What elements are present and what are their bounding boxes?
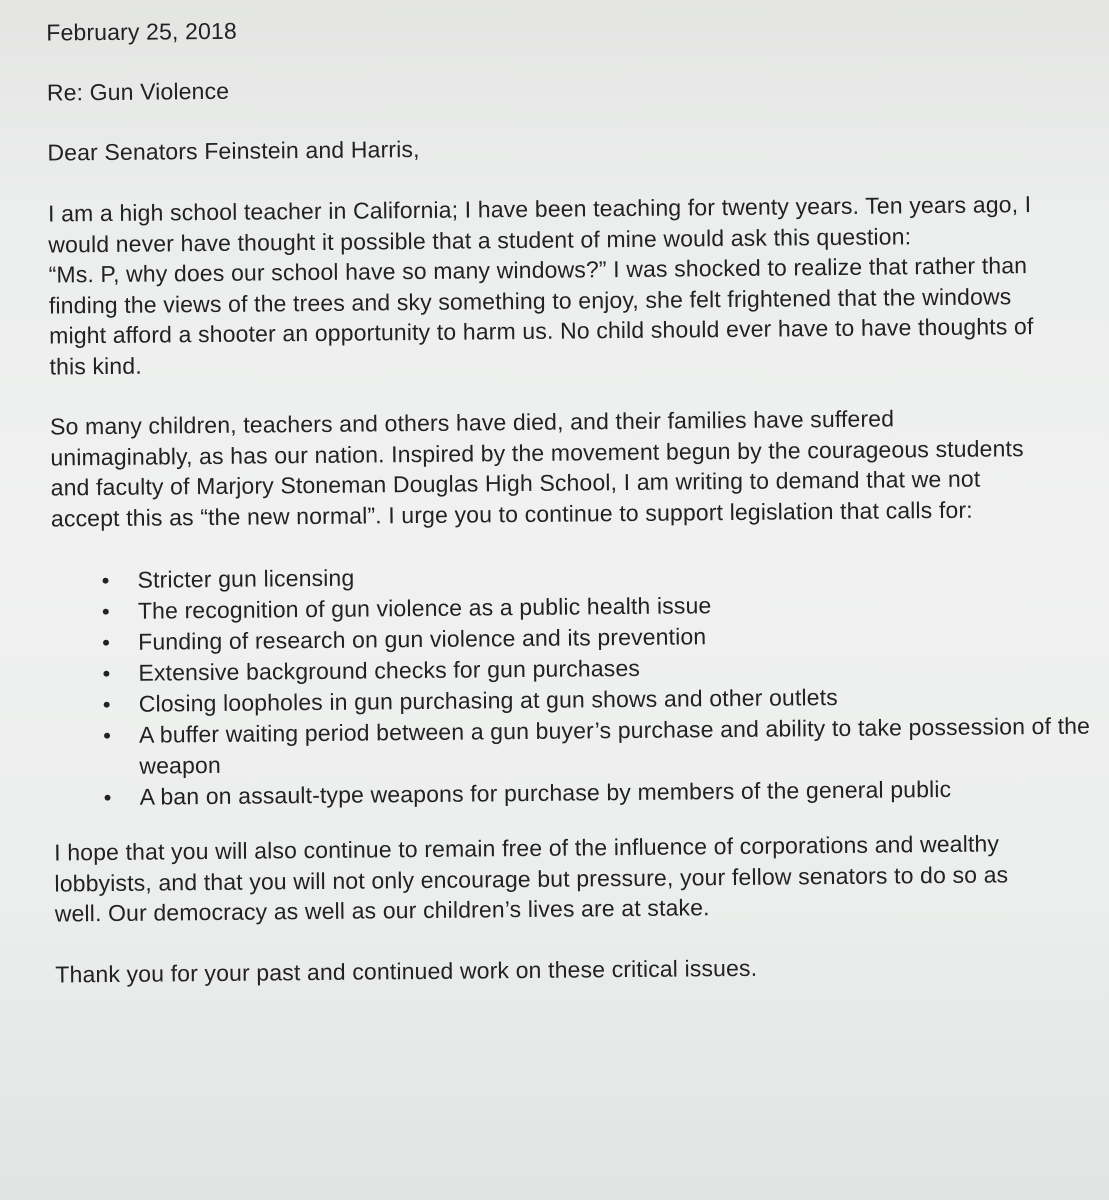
bullet-icon: • [102, 691, 111, 718]
list-item-text: A buffer waiting period between a gun buyer’s purchase and ability to take possession of the weapon [138, 712, 1091, 779]
list-item-text: The recognition of gun violence as a public health issue [137, 592, 712, 624]
list-item-text: Funding of research on gun violence and its prevention [138, 623, 707, 655]
bullet-icon: • [103, 784, 112, 811]
paragraph-influence [54, 828, 1095, 929]
list-item-text: Closing loopholes in gun purchasing at gun shows and other outlets [138, 683, 838, 717]
paragraph-line: unimaginably, as has our nation. Inspired by the movement begun by the courageous students [50, 434, 1024, 471]
paragraph-line: finding the views of the trees and sky something to enjoy, she felt frightened that the windows [48, 282, 1012, 319]
bullet-icon: • [102, 660, 111, 687]
paragraph-line: accept this as “the new normal”. I urge you to continue to support legislation that calls for: [50, 496, 973, 532]
list-item-text: Stricter gun licensing [137, 564, 355, 593]
paragraph-line: this kind. [49, 352, 142, 380]
paragraph-line: and faculty of Marjory Stoneman Douglas High School, I am writing to demand that we not [50, 465, 981, 501]
letter-salutation: Dear Senators Feinstein and Harris, [47, 135, 420, 166]
paragraph-demand [50, 402, 1091, 534]
paragraph-line: well. Our democracy as well as our children’s lives are at stake. [54, 894, 710, 927]
letter-closing: Thank you for your past and continued work on these critical issues. [55, 954, 758, 988]
list-item-text: A ban on assault-type weapons for purchase by members of the general public [139, 775, 952, 810]
paragraph-line: So many children, teachers and others have died, and their families have suffered [49, 405, 895, 440]
letter-date: February 25, 2018 [46, 17, 237, 46]
list-item-text: Extensive background checks for gun purchases [138, 654, 641, 686]
paragraph-line: “Ms. P, why does our school have so many windows?” I was shocked to realize that rather than [48, 252, 1028, 288]
letter-subject: Re: Gun Violence [46, 77, 230, 106]
paragraph-line: I am a high school teacher in California; I have been teaching for twenty years. Ten years ago, I [47, 191, 1032, 227]
paragraph-teacher-story [48, 189, 1090, 382]
bullet-icon: • [102, 629, 111, 656]
bullet-icon: • [101, 598, 110, 625]
list-item [53, 711, 1094, 783]
paragraph-line: lobbyists, and that you will not only encourage but pressure, your fellow senators to do so as [54, 860, 1009, 897]
legislation-list [51, 556, 1093, 814]
bullet-icon: • [103, 722, 112, 749]
paragraph-line: might afford a shooter an opportunity to harm us. No child should ever have to have thoughts of [49, 313, 1034, 349]
paragraph-line: I hope that you will also continue to remain free of the influence of corporations and wealthy [54, 830, 1000, 866]
paragraph-line: would never have thought it possible that a student of mine would ask this question: [48, 222, 912, 258]
bullet-icon: • [101, 567, 110, 594]
